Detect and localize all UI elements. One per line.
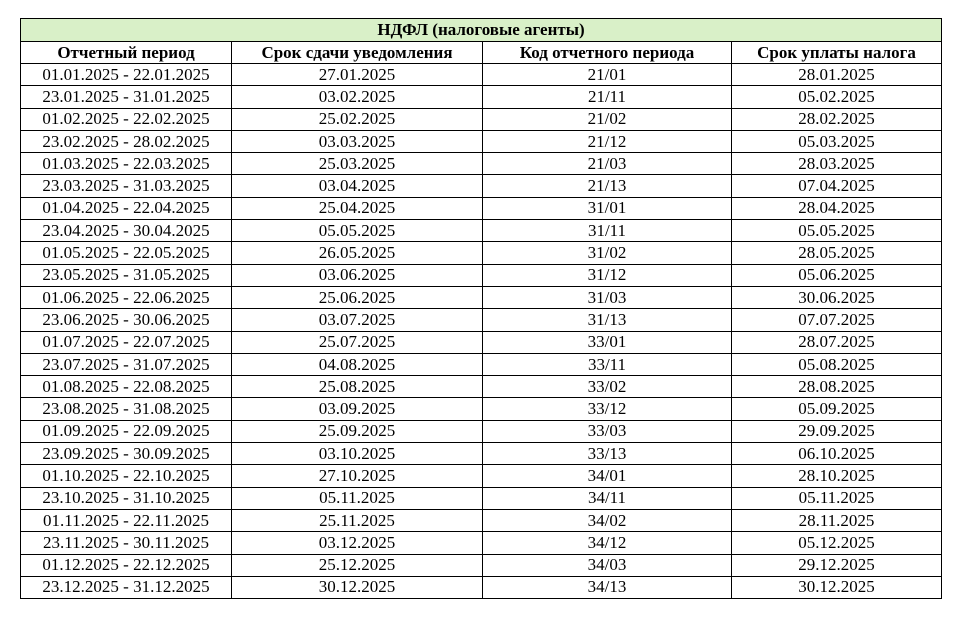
- cell-notice-deadline: 26.05.2025: [232, 242, 483, 264]
- cell-notice-deadline: 25.09.2025: [232, 420, 483, 442]
- cell-notice-deadline: 03.10.2025: [232, 443, 483, 465]
- cell-notice-deadline: 25.12.2025: [232, 554, 483, 576]
- cell-period-code: 21/11: [483, 86, 732, 108]
- cell-payment-deadline: 28.05.2025: [732, 242, 942, 264]
- cell-payment-deadline: 28.11.2025: [732, 509, 942, 531]
- cell-period-code: 34/02: [483, 509, 732, 531]
- cell-period-code: 34/11: [483, 487, 732, 509]
- cell-payment-deadline: 05.03.2025: [732, 130, 942, 152]
- cell-notice-deadline: 03.03.2025: [232, 130, 483, 152]
- ndfl-schedule-sheet: [20, 18, 941, 599]
- cell-reporting-period: 23.01.2025 - 31.01.2025: [21, 86, 232, 108]
- cell-payment-deadline: 05.09.2025: [732, 398, 942, 420]
- cell-payment-deadline: 05.12.2025: [732, 532, 942, 554]
- column-header-period-code: Код отчетного периода: [483, 42, 732, 64]
- cell-payment-deadline: 29.12.2025: [732, 554, 942, 576]
- cell-reporting-period: 01.09.2025 - 22.09.2025: [21, 420, 232, 442]
- table-row: [21, 487, 942, 509]
- table-row: [21, 532, 942, 554]
- cell-period-code: 33/12: [483, 398, 732, 420]
- cell-payment-deadline: 28.10.2025: [732, 465, 942, 487]
- cell-reporting-period: 01.02.2025 - 22.02.2025: [21, 108, 232, 130]
- cell-payment-deadline: 30.06.2025: [732, 286, 942, 308]
- cell-notice-deadline: 03.12.2025: [232, 532, 483, 554]
- cell-payment-deadline: 05.06.2025: [732, 264, 942, 286]
- cell-payment-deadline: 28.03.2025: [732, 153, 942, 175]
- cell-period-code: 31/01: [483, 197, 732, 219]
- cell-reporting-period: 23.03.2025 - 31.03.2025: [21, 175, 232, 197]
- cell-reporting-period: 23.09.2025 - 30.09.2025: [21, 443, 232, 465]
- table-row: [21, 398, 942, 420]
- cell-reporting-period: 23.11.2025 - 30.11.2025: [21, 532, 232, 554]
- cell-payment-deadline: 28.07.2025: [732, 331, 942, 353]
- table-row: [21, 465, 942, 487]
- cell-period-code: 21/13: [483, 175, 732, 197]
- cell-reporting-period: 01.04.2025 - 22.04.2025: [21, 197, 232, 219]
- table-row: [21, 353, 942, 375]
- cell-payment-deadline: 28.04.2025: [732, 197, 942, 219]
- cell-period-code: 21/03: [483, 153, 732, 175]
- header-row: [21, 42, 942, 64]
- column-header-reporting-period: Отчетный период: [21, 42, 232, 64]
- cell-period-code: 33/11: [483, 353, 732, 375]
- cell-notice-deadline: 05.11.2025: [232, 487, 483, 509]
- table-row: [21, 130, 942, 152]
- cell-notice-deadline: 25.08.2025: [232, 376, 483, 398]
- cell-payment-deadline: 28.08.2025: [732, 376, 942, 398]
- table-title: НДФЛ (налоговые агенты): [21, 19, 942, 42]
- cell-reporting-period: 23.02.2025 - 28.02.2025: [21, 130, 232, 152]
- cell-reporting-period: 01.05.2025 - 22.05.2025: [21, 242, 232, 264]
- cell-reporting-period: 01.08.2025 - 22.08.2025: [21, 376, 232, 398]
- cell-period-code: 34/03: [483, 554, 732, 576]
- cell-period-code: 31/11: [483, 220, 732, 242]
- cell-reporting-period: 23.10.2025 - 31.10.2025: [21, 487, 232, 509]
- cell-reporting-period: 23.06.2025 - 30.06.2025: [21, 309, 232, 331]
- table-row: [21, 242, 942, 264]
- table-row: [21, 108, 942, 130]
- table-row: [21, 153, 942, 175]
- cell-reporting-period: 01.06.2025 - 22.06.2025: [21, 286, 232, 308]
- cell-notice-deadline: 25.11.2025: [232, 509, 483, 531]
- table-row: [21, 64, 942, 86]
- table-row: [21, 175, 942, 197]
- cell-notice-deadline: 05.05.2025: [232, 220, 483, 242]
- cell-payment-deadline: 28.02.2025: [732, 108, 942, 130]
- cell-payment-deadline: 05.08.2025: [732, 353, 942, 375]
- cell-notice-deadline: 03.06.2025: [232, 264, 483, 286]
- cell-payment-deadline: 05.02.2025: [732, 86, 942, 108]
- cell-reporting-period: 23.04.2025 - 30.04.2025: [21, 220, 232, 242]
- table-row: [21, 331, 942, 353]
- table-row: [21, 197, 942, 219]
- cell-period-code: 21/01: [483, 64, 732, 86]
- cell-reporting-period: 01.12.2025 - 22.12.2025: [21, 554, 232, 576]
- cell-reporting-period: 01.03.2025 - 22.03.2025: [21, 153, 232, 175]
- table-row: [21, 86, 942, 108]
- cell-period-code: 34/01: [483, 465, 732, 487]
- table-row: [21, 554, 942, 576]
- cell-reporting-period: 01.01.2025 - 22.01.2025: [21, 64, 232, 86]
- cell-payment-deadline: 06.10.2025: [732, 443, 942, 465]
- cell-notice-deadline: 27.10.2025: [232, 465, 483, 487]
- title-row: [21, 19, 942, 42]
- cell-notice-deadline: 30.12.2025: [232, 576, 483, 598]
- cell-period-code: 31/13: [483, 309, 732, 331]
- table-row: [21, 309, 942, 331]
- table-row: [21, 420, 942, 442]
- cell-notice-deadline: 25.07.2025: [232, 331, 483, 353]
- table-row: [21, 286, 942, 308]
- cell-period-code: 33/13: [483, 443, 732, 465]
- column-header-payment-deadline: Срок уплаты налога: [732, 42, 942, 64]
- cell-period-code: 31/02: [483, 242, 732, 264]
- cell-reporting-period: 23.12.2025 - 31.12.2025: [21, 576, 232, 598]
- table-row: [21, 376, 942, 398]
- cell-notice-deadline: 03.07.2025: [232, 309, 483, 331]
- column-header-notice-deadline: Срок сдачи уведомления: [232, 42, 483, 64]
- cell-period-code: 21/02: [483, 108, 732, 130]
- cell-period-code: 34/13: [483, 576, 732, 598]
- ndfl-schedule-table: [20, 18, 942, 599]
- cell-period-code: 33/01: [483, 331, 732, 353]
- cell-payment-deadline: 07.07.2025: [732, 309, 942, 331]
- table-row: [21, 264, 942, 286]
- table-row: [21, 220, 942, 242]
- cell-reporting-period: 23.07.2025 - 31.07.2025: [21, 353, 232, 375]
- table-row: [21, 509, 942, 531]
- cell-payment-deadline: 07.04.2025: [732, 175, 942, 197]
- cell-payment-deadline: 29.09.2025: [732, 420, 942, 442]
- cell-period-code: 21/12: [483, 130, 732, 152]
- cell-notice-deadline: 03.04.2025: [232, 175, 483, 197]
- table-body: [21, 64, 942, 599]
- cell-notice-deadline: 25.04.2025: [232, 197, 483, 219]
- cell-period-code: 34/12: [483, 532, 732, 554]
- cell-period-code: 33/02: [483, 376, 732, 398]
- cell-notice-deadline: 04.08.2025: [232, 353, 483, 375]
- cell-notice-deadline: 27.01.2025: [232, 64, 483, 86]
- cell-reporting-period: 01.11.2025 - 22.11.2025: [21, 509, 232, 531]
- cell-notice-deadline: 25.06.2025: [232, 286, 483, 308]
- cell-reporting-period: 23.08.2025 - 31.08.2025: [21, 398, 232, 420]
- cell-notice-deadline: 03.02.2025: [232, 86, 483, 108]
- cell-reporting-period: 01.07.2025 - 22.07.2025: [21, 331, 232, 353]
- cell-payment-deadline: 30.12.2025: [732, 576, 942, 598]
- cell-reporting-period: 23.05.2025 - 31.05.2025: [21, 264, 232, 286]
- cell-payment-deadline: 05.05.2025: [732, 220, 942, 242]
- table-row: [21, 576, 942, 598]
- cell-period-code: 31/03: [483, 286, 732, 308]
- cell-period-code: 33/03: [483, 420, 732, 442]
- cell-notice-deadline: 25.03.2025: [232, 153, 483, 175]
- cell-notice-deadline: 03.09.2025: [232, 398, 483, 420]
- table-row: [21, 443, 942, 465]
- cell-payment-deadline: 28.01.2025: [732, 64, 942, 86]
- cell-period-code: 31/12: [483, 264, 732, 286]
- cell-notice-deadline: 25.02.2025: [232, 108, 483, 130]
- cell-reporting-period: 01.10.2025 - 22.10.2025: [21, 465, 232, 487]
- cell-payment-deadline: 05.11.2025: [732, 487, 942, 509]
